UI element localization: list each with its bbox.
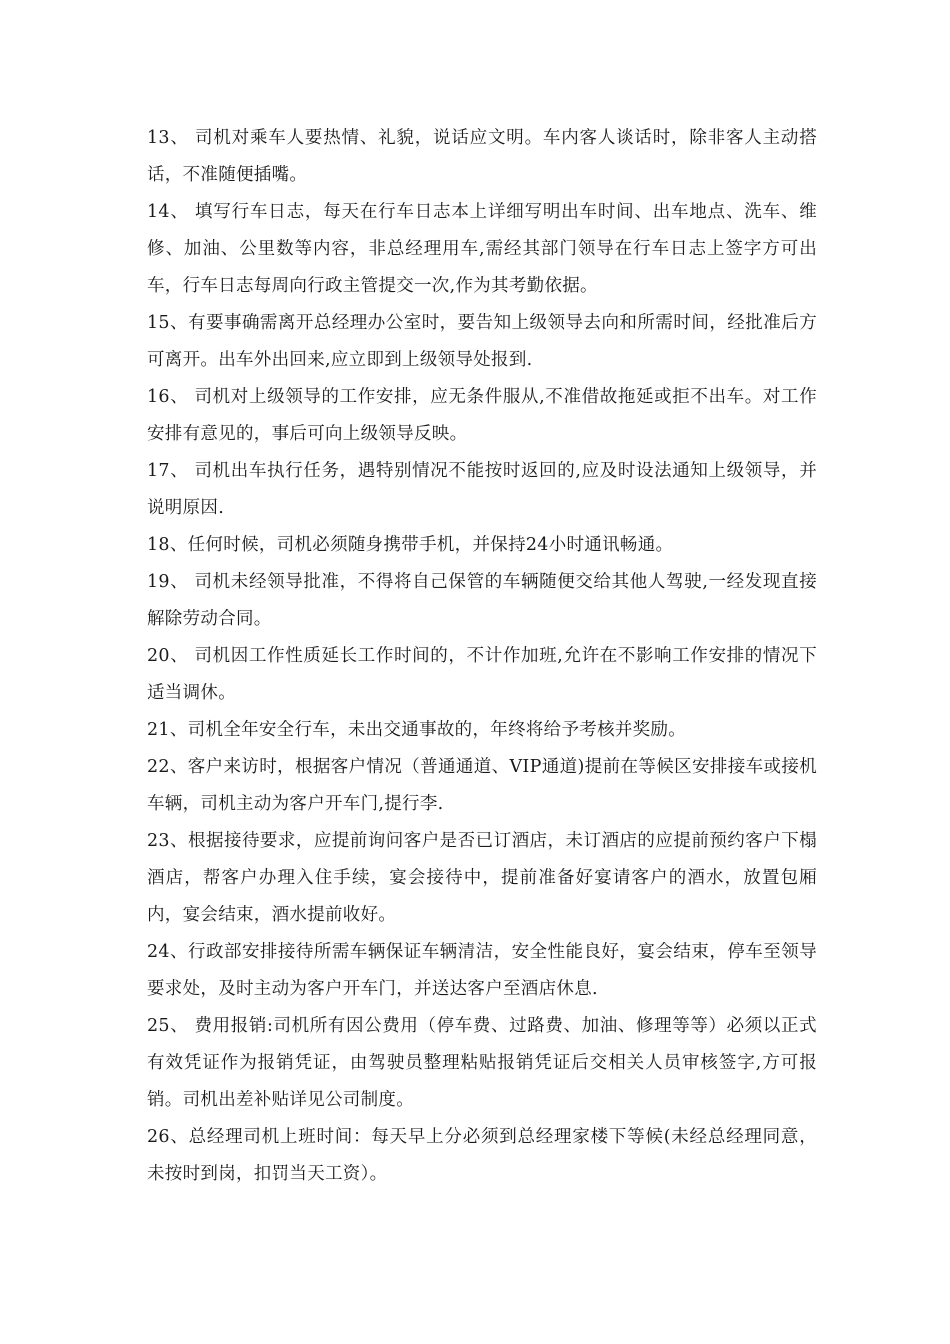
paragraph-14: 14、 填写行车日志，每天在行车日志本上详细写明出车时间、出车地点、洗车、维修、加油、公里数等内容，非总经理用车,需经其部门领导在行车日志上签字方可出车，行车日志每周向行政主管提交一次,作为其考勤依据。 bbox=[147, 202, 817, 296]
paragraph-17: 17、 司机出车执行任务，遇特别情况不能按时返回的,应及时设法通知上级领导，并说明原因. bbox=[147, 461, 817, 518]
paragraph-21: 21、司机全年安全行车，未出交通事故的，年终将给予考核并奖励。 bbox=[147, 720, 687, 740]
paragraph-18: 18、任何时候，司机必须随身携带手机，并保持24小时通讯畅通。 bbox=[147, 535, 674, 555]
document-body bbox=[147, 120, 817, 1193]
paragraph-23: 23、根据接待要求，应提前询问客户是否已订酒店，未订酒店的应提前预约客户下榻酒店，帮客户办理入住手续，宴会接待中，提前准备好宴请客户的酒水，放置包厢内，宴会结束，酒水提前收好。 bbox=[147, 831, 817, 925]
paragraph-20: 20、 司机因工作性质延长工作时间的，不计作加班,允许在不影响工作安排的情况下适当调休。 bbox=[147, 646, 817, 703]
paragraph-22: 22、客户来访时，根据客户情况（普通通道、VIP通道)提前在等候区安排接车或接机车辆，司机主动为客户开车门,提行李. bbox=[147, 757, 817, 814]
paragraph-16: 16、 司机对上级领导的工作安排，应无条件服从,不准借故拖延或拒不出车。对工作安排有意见的，事后可向上级领导反映。 bbox=[147, 387, 817, 444]
paragraph-13: 13、 司机对乘车人要热情、礼貌，说话应文明。车内客人谈话时，除非客人主动搭话，不准随便插嘴。 bbox=[147, 128, 817, 185]
paragraph-24: 24、行政部安排接待所需车辆保证车辆清洁，安全性能良好，宴会结束，停车至领导要求处，及时主动为客户开车门，并送达客户至酒店休息. bbox=[147, 942, 817, 999]
paragraph-15: 15、有要事确需离开总经理办公室时，要告知上级领导去向和所需时间，经批准后方可离开。出车外出回来,应立即到上级领导处报到. bbox=[147, 313, 817, 370]
paragraph-26: 26、总经理司机上班时间：每天早上分必须到总经理家楼下等候(未经总经理同意，未按时到岗，扣罚当天工资）。 bbox=[147, 1127, 817, 1184]
paragraph-25: 25、 费用报销:司机所有因公费用（停车费、过路费、加油、修理等等）必须以正式有效凭证作为报销凭证，由驾驶员整理粘贴报销凭证后交相关人员审核签字,方可报销。司机出差补贴详见公司制度。 bbox=[147, 1016, 817, 1110]
paragraph-19: 19、 司机未经领导批准，不得将自己保管的车辆随便交给其他人驾驶,一经发现直接解除劳动合同。 bbox=[147, 572, 817, 629]
